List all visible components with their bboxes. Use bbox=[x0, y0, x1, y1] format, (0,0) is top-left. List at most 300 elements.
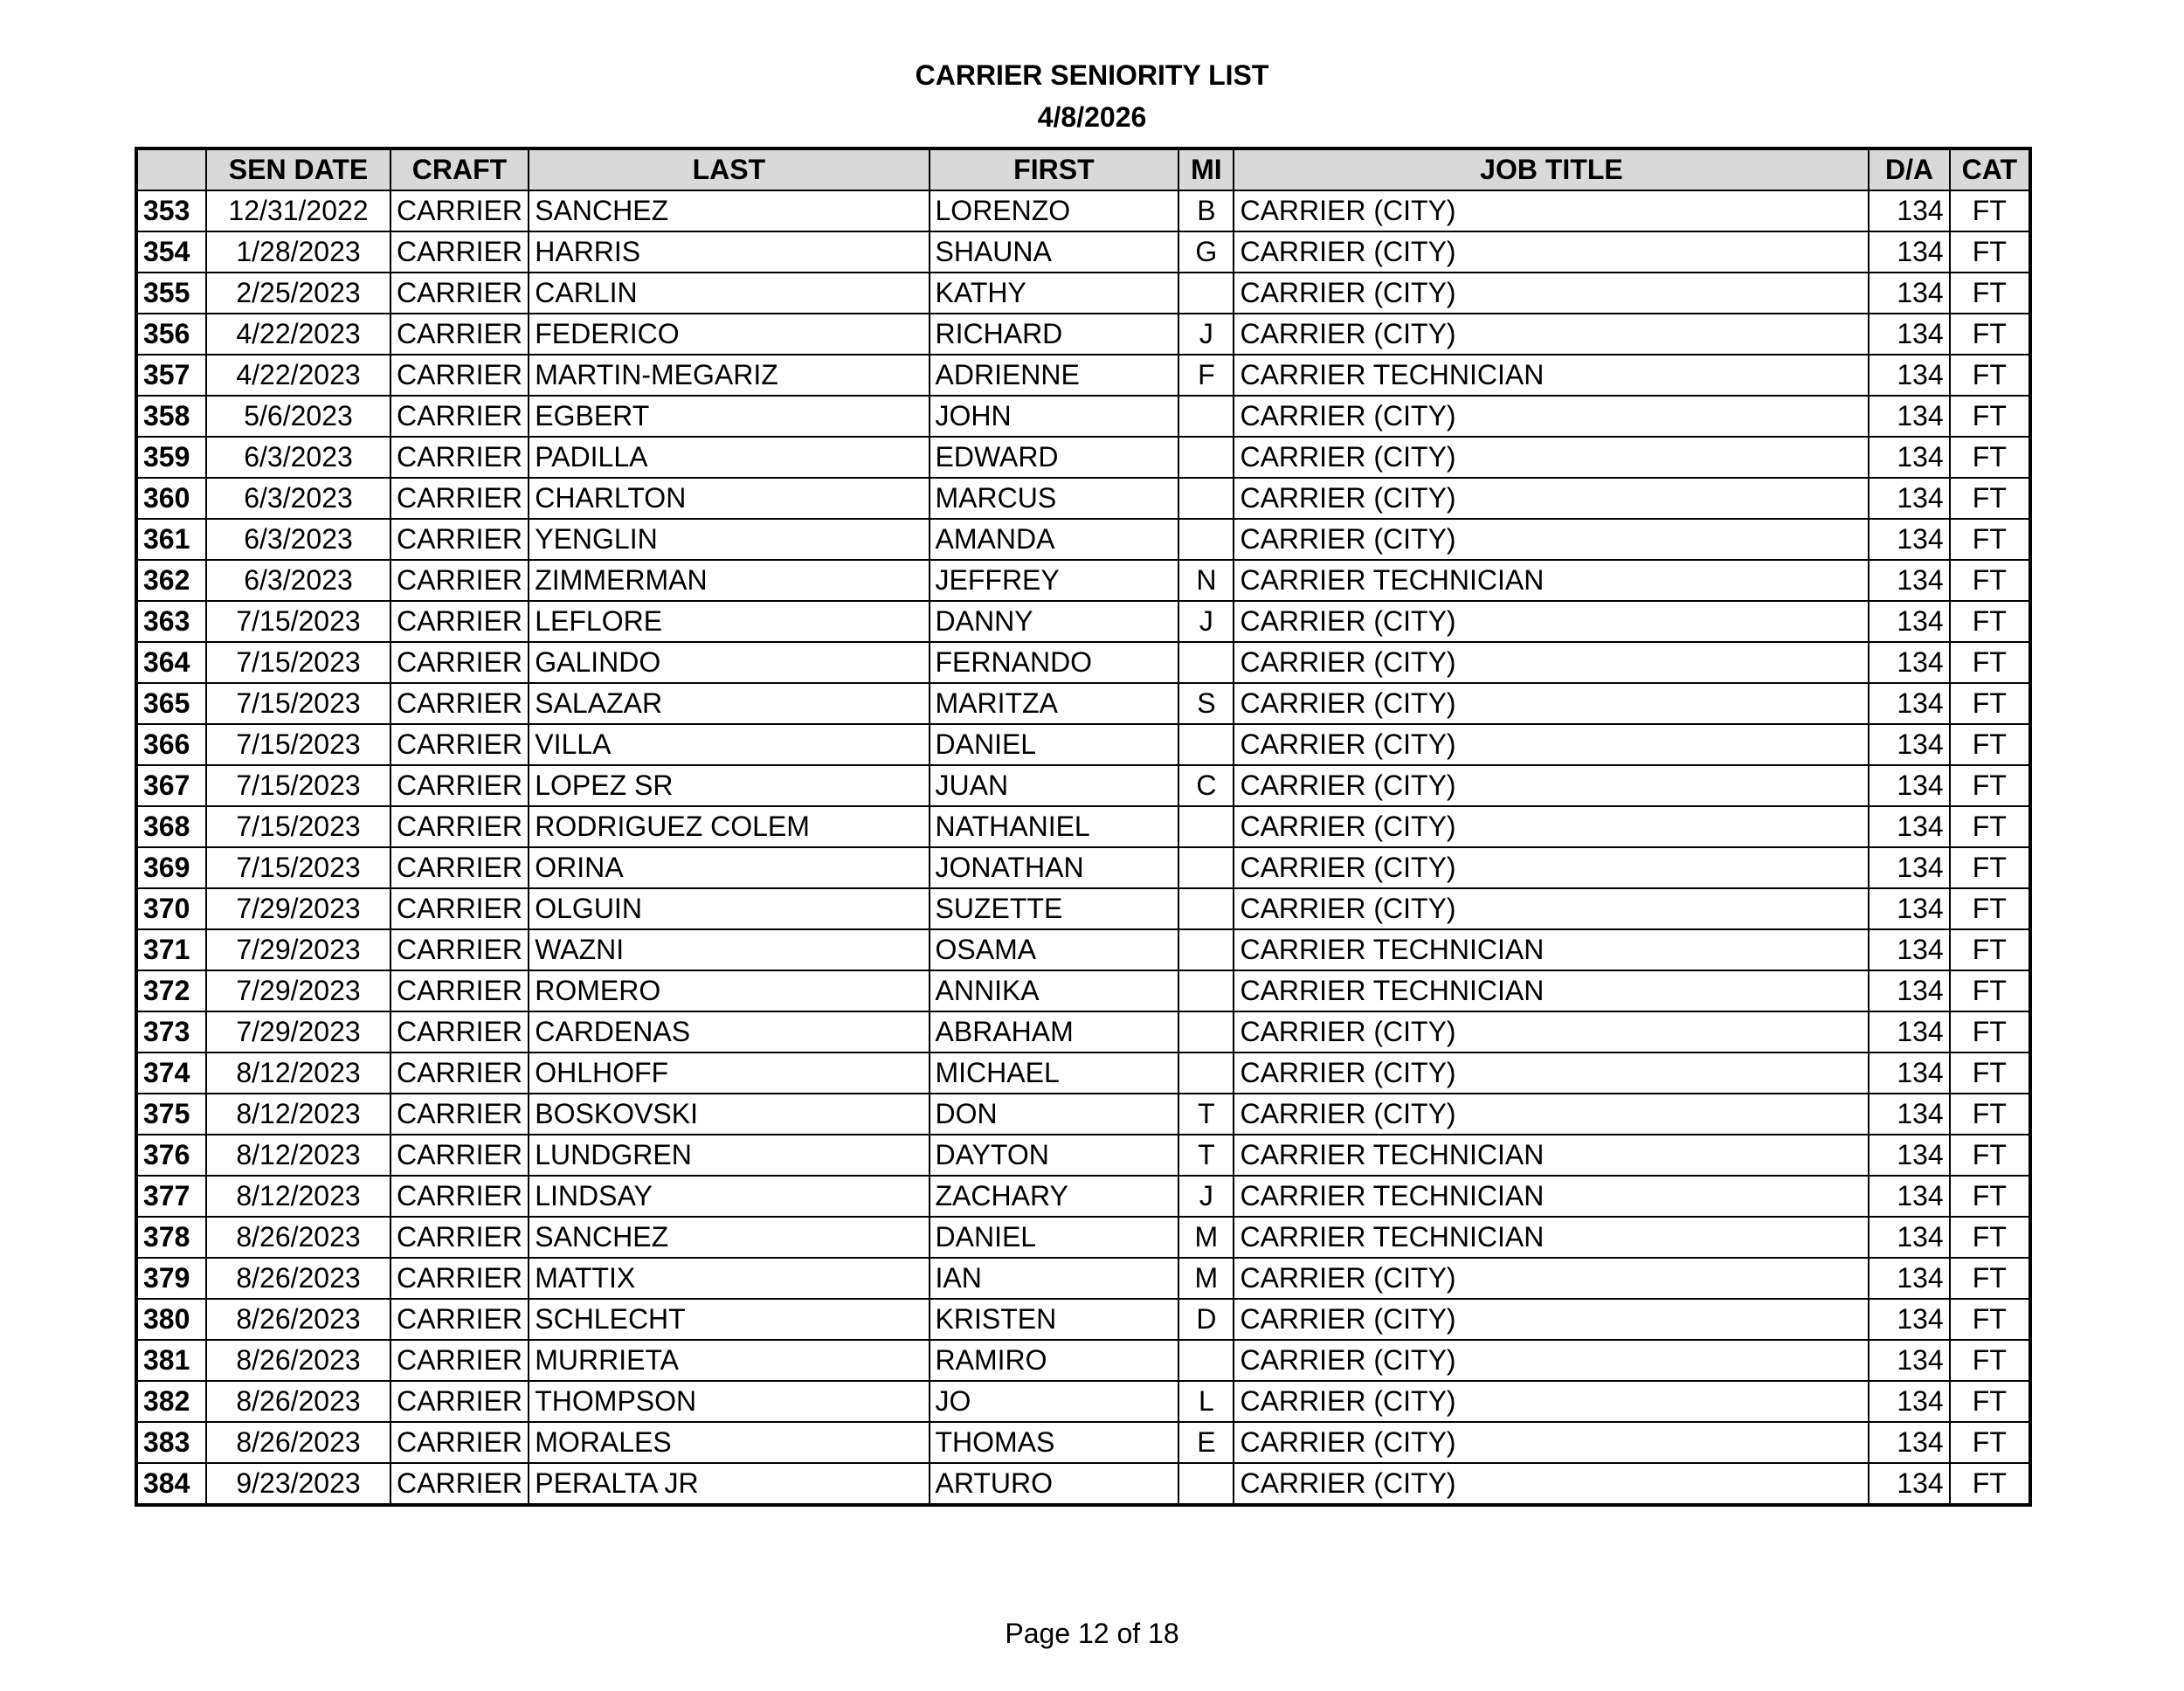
job-title-cell: CARRIER (CITY) bbox=[1234, 888, 1869, 929]
sen-date-cell: 8/12/2023 bbox=[206, 1094, 390, 1135]
table-row bbox=[136, 355, 2030, 396]
craft-cell: CARRIER bbox=[390, 642, 529, 683]
seniority-table bbox=[135, 147, 2032, 1507]
table-row bbox=[136, 190, 2030, 231]
job-title-cell: CARRIER (CITY) bbox=[1234, 273, 1869, 314]
last-name-cell: SANCHEZ bbox=[529, 190, 929, 231]
sen-date-cell: 8/26/2023 bbox=[206, 1258, 390, 1299]
middle-initial-cell: J bbox=[1178, 601, 1234, 642]
last-name-cell: SANCHEZ bbox=[529, 1217, 929, 1258]
craft-cell: CARRIER bbox=[390, 1094, 529, 1135]
middle-initial-cell bbox=[1178, 888, 1234, 929]
rank-cell: 356 bbox=[136, 314, 206, 355]
middle-initial-cell: G bbox=[1178, 231, 1234, 273]
first-name-cell: THOMAS bbox=[930, 1422, 1179, 1463]
middle-initial-cell: D bbox=[1178, 1299, 1234, 1340]
table-row bbox=[136, 314, 2030, 355]
category-cell: FT bbox=[1950, 1217, 2030, 1258]
da-cell: 134 bbox=[1869, 1094, 1949, 1135]
table-row bbox=[136, 683, 2030, 724]
first-name-cell: RAMIRO bbox=[930, 1340, 1179, 1381]
sen-date-cell: 4/22/2023 bbox=[206, 314, 390, 355]
da-cell: 134 bbox=[1869, 847, 1949, 888]
last-name-cell: OLGUIN bbox=[529, 888, 929, 929]
category-cell: FT bbox=[1950, 314, 2030, 355]
first-name-cell: JUAN bbox=[930, 765, 1179, 806]
craft-cell: CARRIER bbox=[390, 1011, 529, 1053]
da-cell: 134 bbox=[1869, 1053, 1949, 1094]
first-name-cell: DON bbox=[930, 1094, 1179, 1135]
category-cell: FT bbox=[1950, 231, 2030, 273]
rank-cell: 373 bbox=[136, 1011, 206, 1053]
craft-cell: CARRIER bbox=[390, 1217, 529, 1258]
craft-cell: CARRIER bbox=[390, 1053, 529, 1094]
da-cell: 134 bbox=[1869, 929, 1949, 970]
craft-cell: CARRIER bbox=[390, 683, 529, 724]
rank-cell: 379 bbox=[136, 1258, 206, 1299]
rank-cell: 355 bbox=[136, 273, 206, 314]
da-cell: 134 bbox=[1869, 1381, 1949, 1422]
da-cell: 134 bbox=[1869, 1340, 1949, 1381]
last-name-cell: GALINDO bbox=[529, 642, 929, 683]
job-title-cell: CARRIER (CITY) bbox=[1234, 1011, 1869, 1053]
da-cell: 134 bbox=[1869, 519, 1949, 560]
craft-cell: CARRIER bbox=[390, 1463, 529, 1505]
table-row bbox=[136, 396, 2030, 437]
table-row bbox=[136, 601, 2030, 642]
rank-cell: 363 bbox=[136, 601, 206, 642]
table-row bbox=[136, 1094, 2030, 1135]
first-name-cell: SUZETTE bbox=[930, 888, 1179, 929]
sen-date-cell: 8/12/2023 bbox=[206, 1135, 390, 1176]
table-row bbox=[136, 929, 2030, 970]
category-cell: FT bbox=[1950, 273, 2030, 314]
category-cell: FT bbox=[1950, 806, 2030, 847]
middle-initial-cell bbox=[1178, 519, 1234, 560]
craft-cell: CARRIER bbox=[390, 765, 529, 806]
middle-initial-cell bbox=[1178, 1053, 1234, 1094]
job-title-cell: CARRIER TECHNICIAN bbox=[1234, 929, 1869, 970]
first-name-cell: IAN bbox=[930, 1258, 1179, 1299]
craft-cell: CARRIER bbox=[390, 1299, 529, 1340]
last-name-cell: OHLHOFF bbox=[529, 1053, 929, 1094]
craft-cell: CARRIER bbox=[390, 519, 529, 560]
category-cell: FT bbox=[1950, 1258, 2030, 1299]
middle-initial-cell: T bbox=[1178, 1135, 1234, 1176]
middle-initial-cell bbox=[1178, 273, 1234, 314]
da-cell: 134 bbox=[1869, 642, 1949, 683]
rank-cell: 370 bbox=[136, 888, 206, 929]
craft-cell: CARRIER bbox=[390, 437, 529, 478]
category-cell: FT bbox=[1950, 642, 2030, 683]
craft-cell: CARRIER bbox=[390, 231, 529, 273]
category-cell: FT bbox=[1950, 437, 2030, 478]
last-name-cell: WAZNI bbox=[529, 929, 929, 970]
first-name-cell: MARCUS bbox=[930, 478, 1179, 519]
first-name-cell: OSAMA bbox=[930, 929, 1179, 970]
job-title-cell: CARRIER TECHNICIAN bbox=[1234, 1176, 1869, 1217]
table-row bbox=[136, 888, 2030, 929]
last-name-cell: THOMPSON bbox=[529, 1381, 929, 1422]
first-name-cell: DANNY bbox=[930, 601, 1179, 642]
last-name-cell: BOSKOVSKI bbox=[529, 1094, 929, 1135]
table-row bbox=[136, 1299, 2030, 1340]
cat-header: CAT bbox=[1950, 148, 2030, 190]
job-title-cell: CARRIER (CITY) bbox=[1234, 1258, 1869, 1299]
category-cell: FT bbox=[1950, 396, 2030, 437]
first-name-cell: EDWARD bbox=[930, 437, 1179, 478]
craft-cell: CARRIER bbox=[390, 970, 529, 1011]
sen-date-cell: 7/15/2023 bbox=[206, 683, 390, 724]
da-cell: 134 bbox=[1869, 273, 1949, 314]
da-cell: 134 bbox=[1869, 478, 1949, 519]
table-row bbox=[136, 724, 2030, 765]
first-name-cell: NATHANIEL bbox=[930, 806, 1179, 847]
middle-initial-cell bbox=[1178, 806, 1234, 847]
last-name-cell: LUNDGREN bbox=[529, 1135, 929, 1176]
da-cell: 134 bbox=[1869, 1299, 1949, 1340]
rank-cell: 361 bbox=[136, 519, 206, 560]
middle-initial-cell: N bbox=[1178, 560, 1234, 601]
mi-header: MI bbox=[1178, 148, 1234, 190]
table-row bbox=[136, 847, 2030, 888]
sen-date-cell: 8/12/2023 bbox=[206, 1176, 390, 1217]
middle-initial-cell bbox=[1178, 970, 1234, 1011]
job-title-cell: CARRIER (CITY) bbox=[1234, 1094, 1869, 1135]
rank-cell: 375 bbox=[136, 1094, 206, 1135]
category-cell: FT bbox=[1950, 601, 2030, 642]
category-cell: FT bbox=[1950, 888, 2030, 929]
da-cell: 134 bbox=[1869, 355, 1949, 396]
table-row bbox=[136, 231, 2030, 273]
first-name-cell: RICHARD bbox=[930, 314, 1179, 355]
last-name-cell: RODRIGUEZ COLEM bbox=[529, 806, 929, 847]
rank-cell: 365 bbox=[136, 683, 206, 724]
last-name-cell: PADILLA bbox=[529, 437, 929, 478]
sen-date-cell: 7/29/2023 bbox=[206, 929, 390, 970]
rank-cell: 381 bbox=[136, 1340, 206, 1381]
da-cell: 134 bbox=[1869, 724, 1949, 765]
job-title-cell: CARRIER TECHNICIAN bbox=[1234, 970, 1869, 1011]
rank-cell: 378 bbox=[136, 1217, 206, 1258]
first-name-cell: ABRAHAM bbox=[930, 1011, 1179, 1053]
last-name-cell: LOPEZ SR bbox=[529, 765, 929, 806]
page-title: CARRIER SENIORITY LIST bbox=[915, 59, 1269, 91]
sen-date-cell: 6/3/2023 bbox=[206, 519, 390, 560]
first-name-cell: JONATHAN bbox=[930, 847, 1179, 888]
craft-cell: CARRIER bbox=[390, 888, 529, 929]
job-title-cell: CARRIER (CITY) bbox=[1234, 478, 1869, 519]
category-cell: FT bbox=[1950, 190, 2030, 231]
table-row bbox=[136, 1011, 2030, 1053]
job-title-cell: CARRIER (CITY) bbox=[1234, 847, 1869, 888]
category-cell: FT bbox=[1950, 1135, 2030, 1176]
craft-cell: CARRIER bbox=[390, 478, 529, 519]
last-name-cell: YENGLIN bbox=[529, 519, 929, 560]
first-name-cell: ANNIKA bbox=[930, 970, 1179, 1011]
page-footer: Page 12 of 18 bbox=[1005, 1618, 1179, 1649]
sen-date-cell: 8/26/2023 bbox=[206, 1217, 390, 1258]
rank-cell: 374 bbox=[136, 1053, 206, 1094]
craft-cell: CARRIER bbox=[390, 1258, 529, 1299]
middle-initial-cell bbox=[1178, 396, 1234, 437]
table-row bbox=[136, 478, 2030, 519]
category-cell: FT bbox=[1950, 1011, 2030, 1053]
job-title-cell: CARRIER (CITY) bbox=[1234, 806, 1869, 847]
da-cell: 134 bbox=[1869, 1463, 1949, 1505]
sen-date-header: SEN DATE bbox=[206, 148, 390, 190]
rank-cell: 358 bbox=[136, 396, 206, 437]
first-header: FIRST bbox=[930, 148, 1179, 190]
middle-initial-cell bbox=[1178, 437, 1234, 478]
category-cell: FT bbox=[1950, 929, 2030, 970]
sen-date-cell: 4/22/2023 bbox=[206, 355, 390, 396]
last-name-cell: SCHLECHT bbox=[529, 1299, 929, 1340]
first-name-cell: MICHAEL bbox=[930, 1053, 1179, 1094]
last-name-cell: MURRIETA bbox=[529, 1340, 929, 1381]
craft-cell: CARRIER bbox=[390, 929, 529, 970]
first-name-cell: SHAUNA bbox=[930, 231, 1179, 273]
table-row bbox=[136, 273, 2030, 314]
first-name-cell: JEFFREY bbox=[930, 560, 1179, 601]
craft-cell: CARRIER bbox=[390, 1381, 529, 1422]
rank-cell: 357 bbox=[136, 355, 206, 396]
header-row bbox=[136, 148, 2030, 190]
rank-cell: 372 bbox=[136, 970, 206, 1011]
category-cell: FT bbox=[1950, 355, 2030, 396]
table-row bbox=[136, 1217, 2030, 1258]
first-name-cell: MARITZA bbox=[930, 683, 1179, 724]
last-name-cell: MORALES bbox=[529, 1422, 929, 1463]
job-title-cell: CARRIER (CITY) bbox=[1234, 437, 1869, 478]
last-name-cell: HARRIS bbox=[529, 231, 929, 273]
job-title-cell: CARRIER TECHNICIAN bbox=[1234, 1217, 1869, 1258]
craft-cell: CARRIER bbox=[390, 1135, 529, 1176]
table-row bbox=[136, 970, 2030, 1011]
middle-initial-cell: S bbox=[1178, 683, 1234, 724]
last-name-cell: ROMERO bbox=[529, 970, 929, 1011]
sen-date-cell: 2/25/2023 bbox=[206, 273, 390, 314]
table-row bbox=[136, 1422, 2030, 1463]
table-row bbox=[136, 1463, 2030, 1505]
da-cell: 134 bbox=[1869, 601, 1949, 642]
category-cell: FT bbox=[1950, 519, 2030, 560]
category-cell: FT bbox=[1950, 1053, 2030, 1094]
last-name-cell: CHARLTON bbox=[529, 478, 929, 519]
middle-initial-cell: J bbox=[1178, 1176, 1234, 1217]
middle-initial-cell: B bbox=[1178, 190, 1234, 231]
job-title-cell: CARRIER (CITY) bbox=[1234, 396, 1869, 437]
first-name-cell: ADRIENNE bbox=[930, 355, 1179, 396]
rank-cell: 377 bbox=[136, 1176, 206, 1217]
da-cell: 134 bbox=[1869, 888, 1949, 929]
da-cell: 134 bbox=[1869, 765, 1949, 806]
rank-cell: 353 bbox=[136, 190, 206, 231]
rank-cell: 362 bbox=[136, 560, 206, 601]
sen-date-cell: 7/29/2023 bbox=[206, 970, 390, 1011]
rank-cell: 371 bbox=[136, 929, 206, 970]
table-body bbox=[136, 190, 2030, 1505]
sen-date-cell: 8/26/2023 bbox=[206, 1381, 390, 1422]
craft-cell: CARRIER bbox=[390, 273, 529, 314]
first-name-cell: AMANDA bbox=[930, 519, 1179, 560]
sen-date-cell: 7/15/2023 bbox=[206, 724, 390, 765]
rank-cell: 376 bbox=[136, 1135, 206, 1176]
da-cell: 134 bbox=[1869, 1422, 1949, 1463]
table-row bbox=[136, 1258, 2030, 1299]
first-name-cell: ARTURO bbox=[930, 1463, 1179, 1505]
job-title-cell: CARRIER TECHNICIAN bbox=[1234, 560, 1869, 601]
job-title-cell: CARRIER (CITY) bbox=[1234, 190, 1869, 231]
first-name-cell: DANIEL bbox=[930, 1217, 1179, 1258]
job-title-cell: CARRIER (CITY) bbox=[1234, 231, 1869, 273]
job-title-cell: CARRIER (CITY) bbox=[1234, 1340, 1869, 1381]
page-date: 4/8/2026 bbox=[1037, 101, 1147, 133]
job-title-cell: CARRIER (CITY) bbox=[1234, 1463, 1869, 1505]
middle-initial-cell: M bbox=[1178, 1258, 1234, 1299]
craft-cell: CARRIER bbox=[390, 355, 529, 396]
job-title-cell: CARRIER (CITY) bbox=[1234, 519, 1869, 560]
da-cell: 134 bbox=[1869, 396, 1949, 437]
table-row bbox=[136, 1135, 2030, 1176]
rank-cell: 380 bbox=[136, 1299, 206, 1340]
da-cell: 134 bbox=[1869, 231, 1949, 273]
craft-cell: CARRIER bbox=[390, 724, 529, 765]
middle-initial-cell: F bbox=[1178, 355, 1234, 396]
craft-cell: CARRIER bbox=[390, 314, 529, 355]
da-cell: 134 bbox=[1869, 560, 1949, 601]
middle-initial-cell: J bbox=[1178, 314, 1234, 355]
sen-date-cell: 7/29/2023 bbox=[206, 888, 390, 929]
rank-cell: 368 bbox=[136, 806, 206, 847]
sen-date-cell: 8/26/2023 bbox=[206, 1422, 390, 1463]
job-title-header: JOB TITLE bbox=[1234, 148, 1869, 190]
last-name-cell: VILLA bbox=[529, 724, 929, 765]
job-title-cell: CARRIER (CITY) bbox=[1234, 1422, 1869, 1463]
sen-date-cell: 7/15/2023 bbox=[206, 806, 390, 847]
first-name-cell: JOHN bbox=[930, 396, 1179, 437]
sen-date-cell: 7/15/2023 bbox=[206, 601, 390, 642]
middle-initial-cell bbox=[1178, 478, 1234, 519]
job-title-cell: CARRIER (CITY) bbox=[1234, 1053, 1869, 1094]
sen-date-cell: 6/3/2023 bbox=[206, 437, 390, 478]
sen-date-cell: 7/29/2023 bbox=[206, 1011, 390, 1053]
middle-initial-cell: T bbox=[1178, 1094, 1234, 1135]
table-row bbox=[136, 1053, 2030, 1094]
craft-cell: CARRIER bbox=[390, 847, 529, 888]
last-name-cell: LEFLORE bbox=[529, 601, 929, 642]
first-name-cell: FERNANDO bbox=[930, 642, 1179, 683]
category-cell: FT bbox=[1950, 970, 2030, 1011]
sen-date-cell: 8/12/2023 bbox=[206, 1053, 390, 1094]
rank-cell: 354 bbox=[136, 231, 206, 273]
table-row bbox=[136, 1176, 2030, 1217]
rank-header bbox=[136, 148, 206, 190]
middle-initial-cell bbox=[1178, 642, 1234, 683]
category-cell: FT bbox=[1950, 478, 2030, 519]
first-name-cell: JO bbox=[930, 1381, 1179, 1422]
da-header: D/A bbox=[1869, 148, 1949, 190]
table-row bbox=[136, 765, 2030, 806]
rank-cell: 364 bbox=[136, 642, 206, 683]
first-name-cell: KATHY bbox=[930, 273, 1179, 314]
middle-initial-cell bbox=[1178, 929, 1234, 970]
job-title-cell: CARRIER (CITY) bbox=[1234, 683, 1869, 724]
table-header bbox=[136, 148, 2030, 190]
job-title-cell: CARRIER TECHNICIAN bbox=[1234, 1135, 1869, 1176]
category-cell: FT bbox=[1950, 724, 2030, 765]
last-name-cell: MATTIX bbox=[529, 1258, 929, 1299]
sen-date-cell: 8/26/2023 bbox=[206, 1299, 390, 1340]
category-cell: FT bbox=[1950, 847, 2030, 888]
category-cell: FT bbox=[1950, 1299, 2030, 1340]
first-name-cell: DANIEL bbox=[930, 724, 1179, 765]
sen-date-cell: 7/15/2023 bbox=[206, 847, 390, 888]
da-cell: 134 bbox=[1869, 1217, 1949, 1258]
middle-initial-cell: C bbox=[1178, 765, 1234, 806]
middle-initial-cell bbox=[1178, 1340, 1234, 1381]
table-row bbox=[136, 519, 2030, 560]
craft-cell: CARRIER bbox=[390, 560, 529, 601]
da-cell: 134 bbox=[1869, 190, 1949, 231]
rank-cell: 382 bbox=[136, 1381, 206, 1422]
category-cell: FT bbox=[1950, 1463, 2030, 1505]
last-name-cell: EGBERT bbox=[529, 396, 929, 437]
category-cell: FT bbox=[1950, 683, 2030, 724]
sen-date-cell: 6/3/2023 bbox=[206, 478, 390, 519]
rank-cell: 383 bbox=[136, 1422, 206, 1463]
middle-initial-cell: E bbox=[1178, 1422, 1234, 1463]
table-row bbox=[136, 1381, 2030, 1422]
job-title-cell: CARRIER (CITY) bbox=[1234, 314, 1869, 355]
sen-date-cell: 12/31/2022 bbox=[206, 190, 390, 231]
da-cell: 134 bbox=[1869, 437, 1949, 478]
sen-date-cell: 6/3/2023 bbox=[206, 560, 390, 601]
craft-header: CRAFT bbox=[390, 148, 529, 190]
rank-cell: 360 bbox=[136, 478, 206, 519]
last-name-cell: MARTIN-MEGARIZ bbox=[529, 355, 929, 396]
last-name-cell: PERALTA JR bbox=[529, 1463, 929, 1505]
middle-initial-cell: L bbox=[1178, 1381, 1234, 1422]
da-cell: 134 bbox=[1869, 806, 1949, 847]
da-cell: 134 bbox=[1869, 1011, 1949, 1053]
craft-cell: CARRIER bbox=[390, 190, 529, 231]
category-cell: FT bbox=[1950, 1094, 2030, 1135]
rank-cell: 366 bbox=[136, 724, 206, 765]
job-title-cell: CARRIER (CITY) bbox=[1234, 642, 1869, 683]
last-name-cell: CARDENAS bbox=[529, 1011, 929, 1053]
da-cell: 134 bbox=[1869, 683, 1949, 724]
job-title-cell: CARRIER (CITY) bbox=[1234, 1299, 1869, 1340]
table-row bbox=[136, 1340, 2030, 1381]
category-cell: FT bbox=[1950, 1422, 2030, 1463]
category-cell: FT bbox=[1950, 560, 2030, 601]
rank-cell: 367 bbox=[136, 765, 206, 806]
table-row bbox=[136, 806, 2030, 847]
middle-initial-cell bbox=[1178, 724, 1234, 765]
job-title-cell: CARRIER (CITY) bbox=[1234, 724, 1869, 765]
table-row bbox=[136, 560, 2030, 601]
craft-cell: CARRIER bbox=[390, 1340, 529, 1381]
sen-date-cell: 7/15/2023 bbox=[206, 765, 390, 806]
middle-initial-cell bbox=[1178, 847, 1234, 888]
category-cell: FT bbox=[1950, 1340, 2030, 1381]
sen-date-cell: 5/6/2023 bbox=[206, 396, 390, 437]
last-name-cell: ORINA bbox=[529, 847, 929, 888]
last-name-cell: ZIMMERMAN bbox=[529, 560, 929, 601]
last-name-cell: SALAZAR bbox=[529, 683, 929, 724]
da-cell: 134 bbox=[1869, 1135, 1949, 1176]
